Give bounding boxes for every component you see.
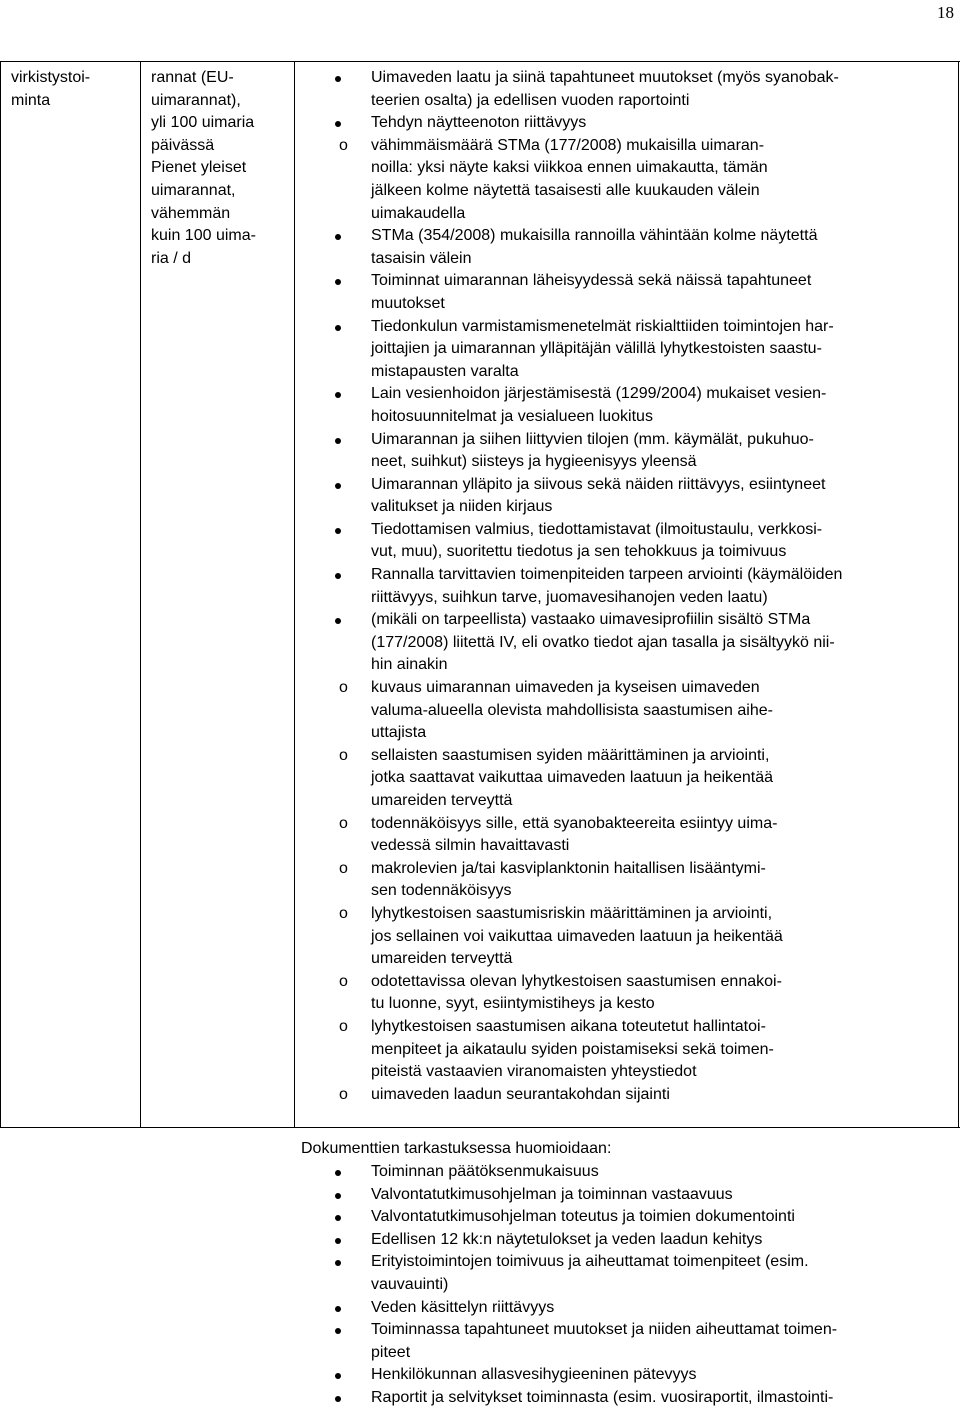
list-item-text: Tiedonkulun varmistamismenetelmät riskialttiiden toimintojen har- joittajien ja uimarannan ylläpitäjän välillä lyhytkestoisten saastu- mistapausten varalta bbox=[371, 317, 834, 380]
bullet-icon bbox=[335, 1215, 341, 1221]
sub-bullet-marker: o bbox=[339, 746, 348, 764]
sub-list-item-text: kuvaus uimarannan uimaveden ja kyseisen uimaveden valuma-alueella olevista mahdollisista saastumisen aihe- uttajista bbox=[371, 679, 773, 742]
list-item-text: STMa (354/2008) mukaisilla rannoilla vähintään kolme näytettä tasaisin välein bbox=[371, 227, 818, 267]
bullet-icon bbox=[335, 1238, 341, 1244]
sub-list-item bbox=[301, 1016, 951, 1084]
list-item-text: Tiedottamisen valmius, tiedottamistavat (ilmoitustaulu, verkkosi- vut, muu), suoritettu tiedotus ja sen tehokkuus ja toimivuus bbox=[371, 520, 823, 561]
sub-list-item-text: lyhytkestoisen saastumisriskin määrittäminen ja arviointi, jos sellainen voi vaikuttaa uimaveden laatuun ja heikentää umareiden terveyttä bbox=[371, 904, 783, 968]
list-item bbox=[301, 1319, 951, 1364]
sub-list-item-text: lyhytkestoisen saastumisen aikana toteutetut hallintatoi- menpiteet ja aikataulu syiden poistamiseksi sekä toimen- piteistä vastaavien viranomaisten yhteystiedot bbox=[371, 1017, 774, 1081]
sub-list-item-text: sellaisten saastumisen syiden määrittäminen ja arviointi, jotka saattavat vaikuttaa uimaveden laatuun ja heikentää umareiden terveyttä bbox=[371, 746, 774, 809]
list-item-text: Edellisen 12 kk:n näytetulokset ja veden laadun kehitys bbox=[371, 1230, 763, 1248]
list-item-text: Uimarannan ja siihen liittyvien tilojen (mm. käymälät, pukuhuo- neet, suihkut) siisteys ja hygieenisyys yleensä bbox=[371, 430, 814, 471]
sub-list-item bbox=[301, 858, 951, 903]
list-item bbox=[301, 474, 951, 519]
list-item bbox=[301, 67, 951, 112]
list-item-text: Veden käsittelyn riittävyys bbox=[371, 1298, 555, 1316]
list-item bbox=[301, 383, 951, 428]
list-item-text: Tehdyn näytteenoton riittävyys bbox=[371, 114, 587, 132]
bullet-icon bbox=[335, 1373, 341, 1379]
sub-list-item bbox=[301, 135, 951, 225]
list-item bbox=[301, 1184, 951, 1207]
list-item-text: Valvontatutkimusohjelman ja toiminnan vastaavuus bbox=[371, 1185, 733, 1203]
sub-list-item-text: todennäköisyys sille, että syanobakteereita esiintyy uima- vedessä silmin havaittavasti bbox=[371, 814, 778, 855]
bullet-icon bbox=[335, 76, 341, 82]
list-item-text: Lain vesienhoidon järjestämisestä (1299/2004) mukaiset vesien- hoitosuunnitelmat ja vesialueen luokitus bbox=[371, 385, 827, 425]
list-item-text: Valvontatutkimusohjelman toteutus ja toimien dokumentointi bbox=[371, 1208, 795, 1226]
table-cell-beach-type: rannat (EU- uimarannat), yli 100 uimaria päivässä Pienet yleiset uimarannat, vähemmän kuin 100 uima- ria / d bbox=[151, 69, 256, 267]
bullet-icon bbox=[335, 528, 341, 534]
sub-list-item-text: vähimmäismäärä STMa (177/2008) mukaisilla uimaran- noilla: yksi näyte kaksi viikkoa ennen uimakautta, tämän jälkeen kolme näytettä tasaisesti alle kuukauden välein uimakaudella bbox=[371, 136, 768, 222]
column-divider-1 bbox=[140, 61, 141, 1127]
sub-list-item bbox=[301, 677, 951, 745]
list-item bbox=[301, 429, 951, 474]
sub-bullet-marker: o bbox=[339, 136, 348, 154]
page-number: 18 bbox=[937, 3, 954, 22]
bullet-icon bbox=[335, 279, 341, 285]
list-item-text: Uimarannan ylläpito ja siivous sekä näiden riittävyys, esiintyneet valitukset ja niiden kirjaus bbox=[371, 475, 826, 516]
sub-bullet-marker: o bbox=[339, 904, 348, 922]
list-item-text: Erityistoimintojen toimivuus ja aiheuttamat toimenpiteet (esim. vauvauinti) bbox=[371, 1253, 809, 1293]
sub-bullet-marker: o bbox=[339, 1085, 348, 1103]
bullet-icon bbox=[335, 573, 341, 579]
list-item-text: Toiminnassa tapahtuneet muutokset ja niiden aiheuttamat toimen- piteet bbox=[371, 1321, 838, 1361]
list-item-text: Rannalla tarvittavien toimenpiteiden tarpeen arviointi (käymälöiden riittävyys, suihkun tarve, juomavesihanojen veden laatu) bbox=[371, 566, 843, 606]
list-item bbox=[301, 1229, 951, 1252]
inspection-items-list bbox=[301, 67, 951, 1106]
table-cell-activity: virkistystoi- minta bbox=[11, 69, 91, 109]
list-item-text: Toiminnat uimarannan läheisyydessä sekä näissä tapahtuneet muutokset bbox=[371, 272, 812, 312]
list-item bbox=[301, 1297, 951, 1320]
profile-sublist bbox=[301, 677, 951, 1106]
bullet-icon bbox=[335, 325, 341, 331]
documents-list bbox=[301, 1161, 951, 1410]
bullet-icon bbox=[335, 121, 341, 127]
bullet-icon bbox=[335, 1193, 341, 1199]
list-item bbox=[301, 316, 951, 384]
documents-heading: Dokumenttien tarkastuksessa huomioidaan: bbox=[301, 1140, 612, 1157]
list-item bbox=[301, 112, 951, 225]
bullet-icon bbox=[335, 1328, 341, 1334]
sub-list-item bbox=[301, 1084, 951, 1107]
sub-bullet-marker: o bbox=[339, 679, 348, 697]
list-item-text: Toiminnan päätöksenmukaisuus bbox=[371, 1163, 599, 1180]
sub-bullet-marker: o bbox=[339, 972, 348, 990]
list-item-text: (mikäli on tarpeellista) vastaako uimavesiprofiilin sisältö STMa (177/2008) liitettä IV, eli ovatko tiedot ajan tasalla ja sisältyykö nii- hin ainakin bbox=[371, 611, 835, 674]
bullet-icon bbox=[335, 618, 341, 624]
list-item-text: Raportit ja selvitykset toiminnasta (esim. vuosiraportit, ilmastointi- bbox=[371, 1388, 834, 1406]
list-item bbox=[301, 1387, 951, 1410]
sampling-sublist bbox=[301, 135, 951, 225]
bullet-icon bbox=[335, 1170, 341, 1176]
sub-list-item-text: makrolevien ja/tai kasviplanktonin haitallisen lisääntymi- sen todennäköisyys bbox=[371, 859, 766, 900]
bullet-icon bbox=[335, 1306, 341, 1312]
list-item bbox=[301, 1364, 951, 1387]
bullet-icon bbox=[335, 1396, 341, 1402]
bullet-icon bbox=[335, 483, 341, 489]
sub-list-item-text: odotettavissa olevan lyhytkestoisen saastumisen ennakoi- tu luonne, syyt, esiintymistiheys ja kesto bbox=[371, 972, 782, 1013]
sub-bullet-marker: o bbox=[339, 1017, 348, 1035]
sub-list-item bbox=[301, 903, 951, 971]
list-item-text: Uimaveden laatu ja siinä tapahtuneet muutokset (myös syanobak- teerien osalta) ja edellisen vuoden raportointi bbox=[371, 69, 839, 109]
list-item bbox=[301, 270, 951, 315]
list-item bbox=[301, 519, 951, 564]
sub-bullet-marker: o bbox=[339, 859, 348, 877]
list-item bbox=[301, 1251, 951, 1296]
sub-list-item bbox=[301, 745, 951, 813]
table-bottom-border bbox=[0, 1127, 960, 1128]
sub-list-item bbox=[301, 971, 951, 1016]
list-item bbox=[301, 225, 951, 270]
sub-bullet-marker: o bbox=[339, 814, 348, 832]
sub-list-item-text: uimaveden laadun seurantakohdan sijainti bbox=[371, 1085, 670, 1103]
table-top-border bbox=[0, 61, 960, 62]
table-right-border bbox=[958, 61, 959, 1127]
list-item bbox=[301, 1206, 951, 1229]
bullet-icon bbox=[335, 438, 341, 444]
list-item bbox=[301, 1161, 951, 1184]
bullet-icon bbox=[335, 1260, 341, 1266]
bullet-icon bbox=[335, 392, 341, 398]
bullet-icon bbox=[335, 234, 341, 240]
sub-list-item bbox=[301, 813, 951, 858]
table-left-border bbox=[0, 61, 1, 1127]
list-item bbox=[301, 609, 951, 1106]
list-item-text: Henkilökunnan allasvesihygieeninen pätevyys bbox=[371, 1366, 697, 1384]
list-item bbox=[301, 564, 951, 609]
